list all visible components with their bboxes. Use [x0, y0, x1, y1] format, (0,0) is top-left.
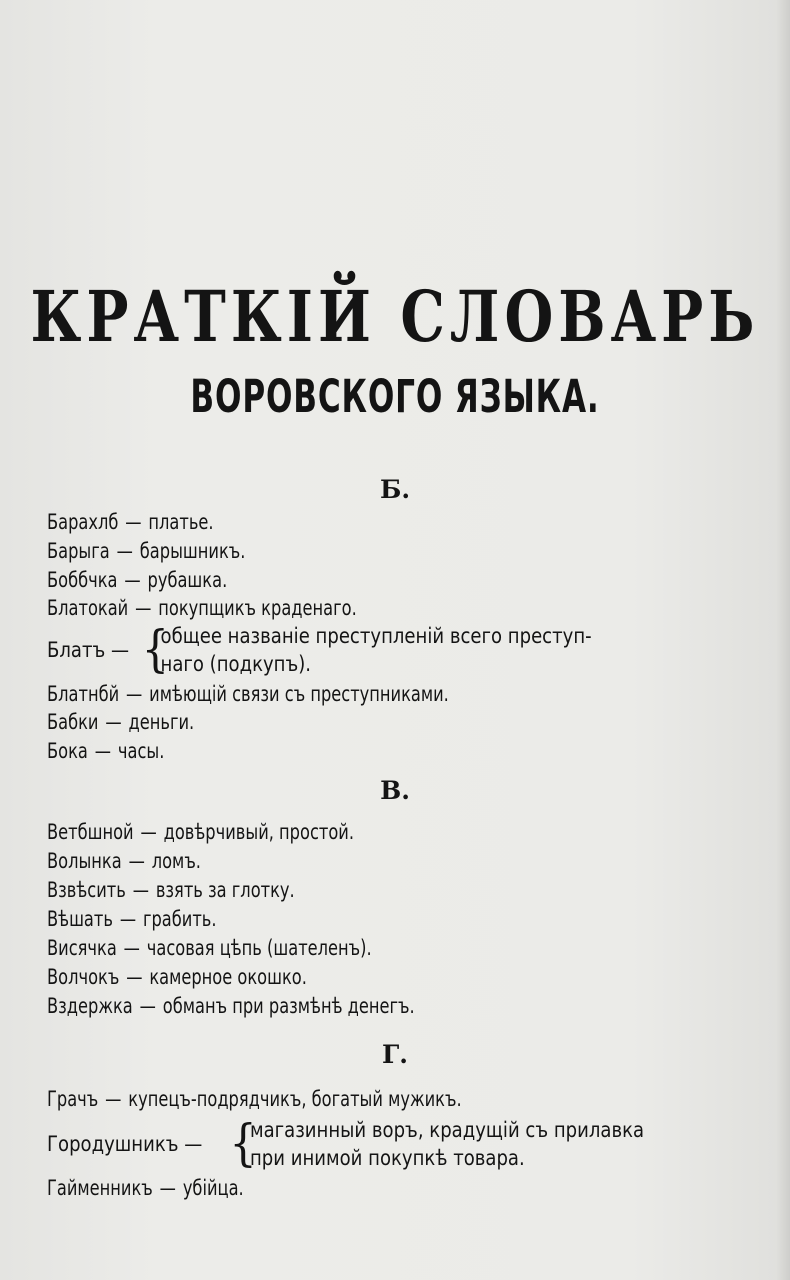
entry-definition: довѣрчивый, простой. [163, 820, 354, 844]
entry-definition-line: общее названіе преступленій всего преступ- [160, 624, 592, 648]
entry-dash: — [119, 907, 137, 931]
entry-dash: — [140, 820, 157, 844]
dictionary-entry [47, 737, 164, 765]
dictionary-entry [47, 818, 354, 846]
entry-term: Висячка [47, 936, 117, 960]
entry-definition: часы. [117, 739, 165, 763]
entry-dash: — [126, 965, 143, 989]
entry-definition-lines [161, 622, 592, 678]
entry-term: Блатокай [47, 596, 129, 620]
dictionary-entry [47, 963, 307, 991]
dictionary-entry [47, 508, 214, 536]
entry-dash: — [124, 568, 141, 592]
entry-term: Блатнбй [47, 682, 120, 706]
dictionary-entry [47, 1174, 244, 1202]
dictionary-entry [47, 708, 194, 736]
entry-term: Городушникъ [47, 1132, 179, 1156]
entry-term: Грачъ [47, 1087, 99, 1111]
entry-definition-line: наго (подкупъ). [160, 652, 312, 676]
entry-definition: ломъ. [151, 849, 201, 873]
entry-term: Взвѣсить [47, 878, 126, 902]
dictionary-entry [47, 992, 415, 1020]
entry-definition: купецъ-подрядчикъ, богатый мужикъ. [128, 1087, 462, 1111]
entry-definition: часовая цѣпь (шателенъ). [146, 936, 372, 960]
entry-dash: — [132, 878, 149, 902]
page-spine-shadow [776, 0, 790, 1280]
entry-definition: барышникъ. [139, 539, 246, 563]
entry-term: Блатъ [47, 638, 106, 662]
entry-brace: { [229, 1114, 257, 1172]
section-letter-v: В. [380, 776, 410, 805]
entry-definition-line: при инимой покупкѣ товара. [249, 1146, 525, 1170]
entry-term: Боббчка [47, 568, 118, 592]
entry-term: Вздержка [47, 994, 133, 1018]
entry-dash: — [123, 936, 140, 960]
entry-term: Бока [47, 739, 88, 763]
entry-definition: покупщикъ краденаго. [158, 596, 357, 620]
dictionary-entry [47, 566, 227, 594]
dictionary-entry [47, 537, 245, 565]
entry-dash: — [135, 596, 152, 620]
entry-definition-line: магазинный воръ, крадущій съ прилавка [249, 1118, 645, 1142]
section-letter-g: Г. [382, 1040, 408, 1069]
entry-definition: имѣющій связи съ преступниками. [149, 682, 449, 706]
page-title: КРАТКІЙ СЛОВАРЬ [30, 276, 760, 359]
entry-definition: деньги. [128, 710, 195, 734]
entry-term-group [47, 1130, 202, 1158]
entry-definition-lines [250, 1116, 644, 1172]
dictionary-entry [47, 594, 357, 622]
entry-definition: взять за глотку. [155, 878, 295, 902]
entry-definition: грабить. [142, 907, 217, 931]
dictionary-entry [47, 876, 295, 904]
entry-term-group [47, 636, 129, 664]
dictionary-entry [47, 847, 201, 875]
entry-dash: — [128, 849, 145, 873]
entry-dash: — [94, 739, 112, 763]
entry-definition: платье. [148, 510, 214, 534]
entry-term: Ветбшной [47, 820, 134, 844]
dictionary-entry [47, 934, 372, 962]
entry-dash: — [184, 1132, 203, 1156]
entry-dash: — [111, 638, 130, 662]
section-letter-b: Б. [379, 475, 411, 504]
entry-dash: — [126, 682, 143, 706]
entry-dash: — [139, 994, 156, 1018]
dictionary-entry [47, 1085, 462, 1113]
dictionary-entry [47, 680, 449, 708]
entry-term: Волынка [47, 849, 122, 873]
dictionary-entry [47, 905, 217, 933]
entry-term: Гайменникъ [47, 1176, 153, 1200]
entry-definition: камерное окошко. [149, 965, 307, 989]
entry-definition: обманъ при размѣнѣ денегъ. [162, 994, 415, 1018]
page-subtitle: ВОРОВСКОГО ЯЗЫКА. [190, 370, 600, 423]
entry-term: Барыга [47, 539, 110, 563]
entry-dash: — [105, 1087, 122, 1111]
entry-definition: убійца. [182, 1176, 244, 1200]
entry-term: Вѣшать [47, 907, 113, 931]
entry-definition: рубашка. [147, 568, 228, 592]
entry-term: Барахлб [47, 510, 119, 534]
entry-dash: — [159, 1176, 176, 1200]
entry-brace: { [141, 620, 169, 678]
entry-dash: — [125, 510, 142, 534]
entry-dash: — [105, 710, 122, 734]
entry-term: Бабки [47, 710, 99, 734]
entry-term: Волчокъ [47, 965, 120, 989]
entry-dash: — [116, 539, 133, 563]
